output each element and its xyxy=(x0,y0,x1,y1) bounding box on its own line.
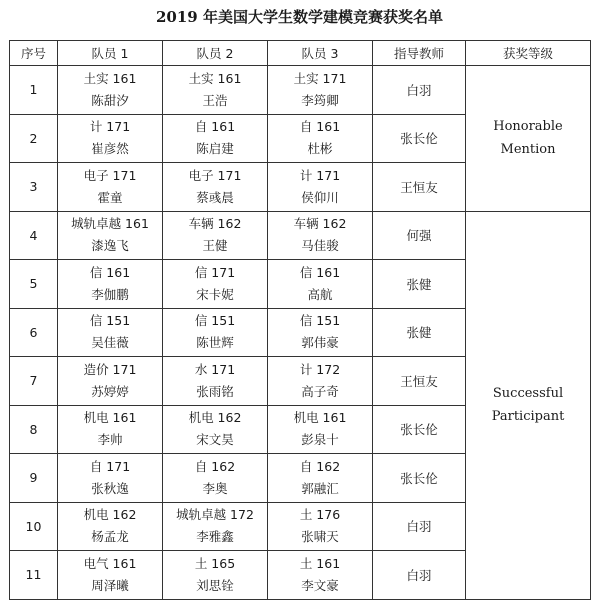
member-2-cell xyxy=(163,551,268,600)
advisor-cell: 白羽 xyxy=(373,502,466,551)
member-class: 自 171 xyxy=(89,458,131,474)
page-title: 2019 年美国大学生数学建模竞赛获奖名单 xyxy=(156,8,443,26)
member-1-cell xyxy=(58,163,163,212)
member-2-cell xyxy=(163,114,268,163)
member-name: 高航 xyxy=(307,286,333,302)
header-row xyxy=(10,41,591,66)
advisor-cell: 张长伦 xyxy=(373,454,466,503)
row-number: 10 xyxy=(10,502,58,551)
member-name: 蔡彧晨 xyxy=(196,189,234,205)
advisor-cell: 白羽 xyxy=(373,66,466,115)
member-name: 苏婷婷 xyxy=(91,383,129,399)
row-number: 6 xyxy=(10,308,58,357)
advisor-cell: 白羽 xyxy=(373,551,466,600)
member-2-cell xyxy=(163,454,268,503)
header-member-3: 队员 3 xyxy=(268,41,373,66)
member-class: 自 161 xyxy=(194,119,236,135)
member-3-cell xyxy=(268,211,373,260)
member-name: 吴佳薇 xyxy=(91,335,129,351)
member-name: 宋文昊 xyxy=(196,432,234,448)
member-1-cell xyxy=(58,502,163,551)
member-name: 霍童 xyxy=(97,189,123,205)
member-3-cell xyxy=(268,405,373,454)
header-member-2: 队员 2 xyxy=(163,41,268,66)
table-row xyxy=(10,66,591,115)
member-1-cell xyxy=(58,211,163,260)
member-name: 陈甜汐 xyxy=(91,92,129,108)
advisor-cell: 王恒友 xyxy=(373,357,466,406)
advisor-cell: 何强 xyxy=(373,211,466,260)
row-number: 3 xyxy=(10,163,58,212)
member-class: 计 172 xyxy=(299,361,341,377)
member-2-cell xyxy=(163,308,268,357)
member-3-cell xyxy=(268,260,373,309)
member-class: 信 151 xyxy=(89,313,131,329)
row-number: 1 xyxy=(10,66,58,115)
member-name: 王浩 xyxy=(202,92,228,108)
member-class: 电气 161 xyxy=(83,555,137,571)
award-line-2: Participant xyxy=(491,409,565,424)
table-row xyxy=(10,211,591,260)
member-name: 宋卡妮 xyxy=(196,286,234,302)
member-3-cell xyxy=(268,454,373,503)
advisor-cell: 王恒友 xyxy=(373,163,466,212)
member-class: 水 171 xyxy=(194,361,236,377)
member-class: 土 165 xyxy=(194,555,236,571)
row-number: 7 xyxy=(10,357,58,406)
member-class: 造价 171 xyxy=(83,361,137,377)
row-number: 4 xyxy=(10,211,58,260)
member-name: 崔彦然 xyxy=(91,141,129,157)
member-3-cell xyxy=(268,66,373,115)
award-line-1: Honorable xyxy=(493,119,563,135)
member-2-cell xyxy=(163,260,268,309)
member-name: 杨孟龙 xyxy=(91,529,129,545)
advisor-cell: 张健 xyxy=(373,260,466,309)
header-award: 获奖等级 xyxy=(466,41,591,66)
member-name: 李筠卿 xyxy=(301,92,339,108)
member-class: 信 161 xyxy=(89,264,131,280)
member-class: 电子 171 xyxy=(188,167,242,183)
member-1-cell xyxy=(58,405,163,454)
award-successful-participant xyxy=(466,211,591,599)
member-class: 土实 171 xyxy=(293,70,347,86)
member-3-cell xyxy=(268,163,373,212)
member-name: 李雅鑫 xyxy=(196,529,234,545)
member-class: 信 161 xyxy=(299,264,341,280)
member-name: 马佳骏 xyxy=(301,238,339,254)
awards-table xyxy=(9,40,591,600)
member-name: 陈启建 xyxy=(196,141,234,157)
award-line-2: Mention xyxy=(500,142,556,158)
member-name: 周泽曦 xyxy=(91,577,129,593)
member-2-cell xyxy=(163,211,268,260)
member-2-cell xyxy=(163,502,268,551)
row-number: 5 xyxy=(10,260,58,309)
member-3-cell xyxy=(268,357,373,406)
member-class: 信 151 xyxy=(299,313,341,329)
member-1-cell xyxy=(58,114,163,163)
member-class: 土 176 xyxy=(299,507,341,523)
table-body xyxy=(10,66,591,600)
member-class: 自 162 xyxy=(194,458,236,474)
member-3-cell xyxy=(268,308,373,357)
member-class: 土实 161 xyxy=(188,70,242,86)
member-name: 刘思铨 xyxy=(196,577,234,593)
member-class: 计 171 xyxy=(89,119,131,135)
member-name: 李帅 xyxy=(97,432,123,448)
member-name: 王健 xyxy=(202,238,228,254)
member-class: 机电 161 xyxy=(83,410,137,426)
row-number: 2 xyxy=(10,114,58,163)
member-3-cell xyxy=(268,502,373,551)
member-class: 土 161 xyxy=(299,555,341,571)
member-3-cell xyxy=(268,114,373,163)
row-number: 11 xyxy=(10,551,58,600)
member-name: 李奥 xyxy=(202,480,228,496)
award-line-1: Successful xyxy=(492,386,564,401)
header-advisor: 指导教师 xyxy=(373,41,466,66)
member-1-cell xyxy=(58,260,163,309)
member-2-cell xyxy=(163,405,268,454)
member-2-cell xyxy=(163,163,268,212)
member-class: 车辆 162 xyxy=(293,216,347,232)
member-class: 土实 161 xyxy=(83,70,137,86)
member-1-cell xyxy=(58,308,163,357)
member-name: 郭融汇 xyxy=(301,480,339,496)
member-name: 郭伟豪 xyxy=(301,335,339,351)
member-name: 杜彬 xyxy=(307,141,333,157)
header-member-1: 队员 1 xyxy=(58,41,163,66)
member-1-cell xyxy=(58,66,163,115)
row-number: 9 xyxy=(10,454,58,503)
member-class: 机电 162 xyxy=(188,410,242,426)
member-2-cell xyxy=(163,66,268,115)
member-class: 城轨卓越 161 xyxy=(71,216,149,232)
member-class: 机电 162 xyxy=(83,507,137,523)
member-class: 信 171 xyxy=(194,264,236,280)
member-name: 李伽鹏 xyxy=(91,286,129,302)
member-name: 侯仰川 xyxy=(301,189,339,205)
member-1-cell xyxy=(58,454,163,503)
member-3-cell xyxy=(268,551,373,600)
award-honorable-mention xyxy=(466,66,591,212)
member-name: 漆逸飞 xyxy=(91,238,129,254)
member-name: 张雨铭 xyxy=(196,383,234,399)
member-name: 张秋逸 xyxy=(91,480,129,496)
member-class: 城轨卓越 172 xyxy=(176,507,254,523)
member-class: 自 162 xyxy=(299,458,341,474)
member-class: 机电 161 xyxy=(293,410,347,426)
member-class: 自 161 xyxy=(299,119,341,135)
row-number: 8 xyxy=(10,405,58,454)
advisor-cell: 张健 xyxy=(373,308,466,357)
advisor-cell: 张长伦 xyxy=(373,114,466,163)
member-class: 信 151 xyxy=(194,313,236,329)
member-2-cell xyxy=(163,357,268,406)
member-1-cell xyxy=(58,357,163,406)
member-name: 张啸天 xyxy=(301,529,339,545)
advisor-cell: 张长伦 xyxy=(373,405,466,454)
member-name: 彭泉十 xyxy=(301,432,339,448)
member-class: 计 171 xyxy=(299,167,341,183)
member-class: 电子 171 xyxy=(83,167,137,183)
member-name: 高子奇 xyxy=(301,383,339,399)
member-1-cell xyxy=(58,551,163,600)
member-name: 陈世辉 xyxy=(196,335,234,351)
member-name: 李文豪 xyxy=(301,577,339,593)
member-class: 车辆 162 xyxy=(188,216,242,232)
header-no: 序号 xyxy=(10,41,58,66)
